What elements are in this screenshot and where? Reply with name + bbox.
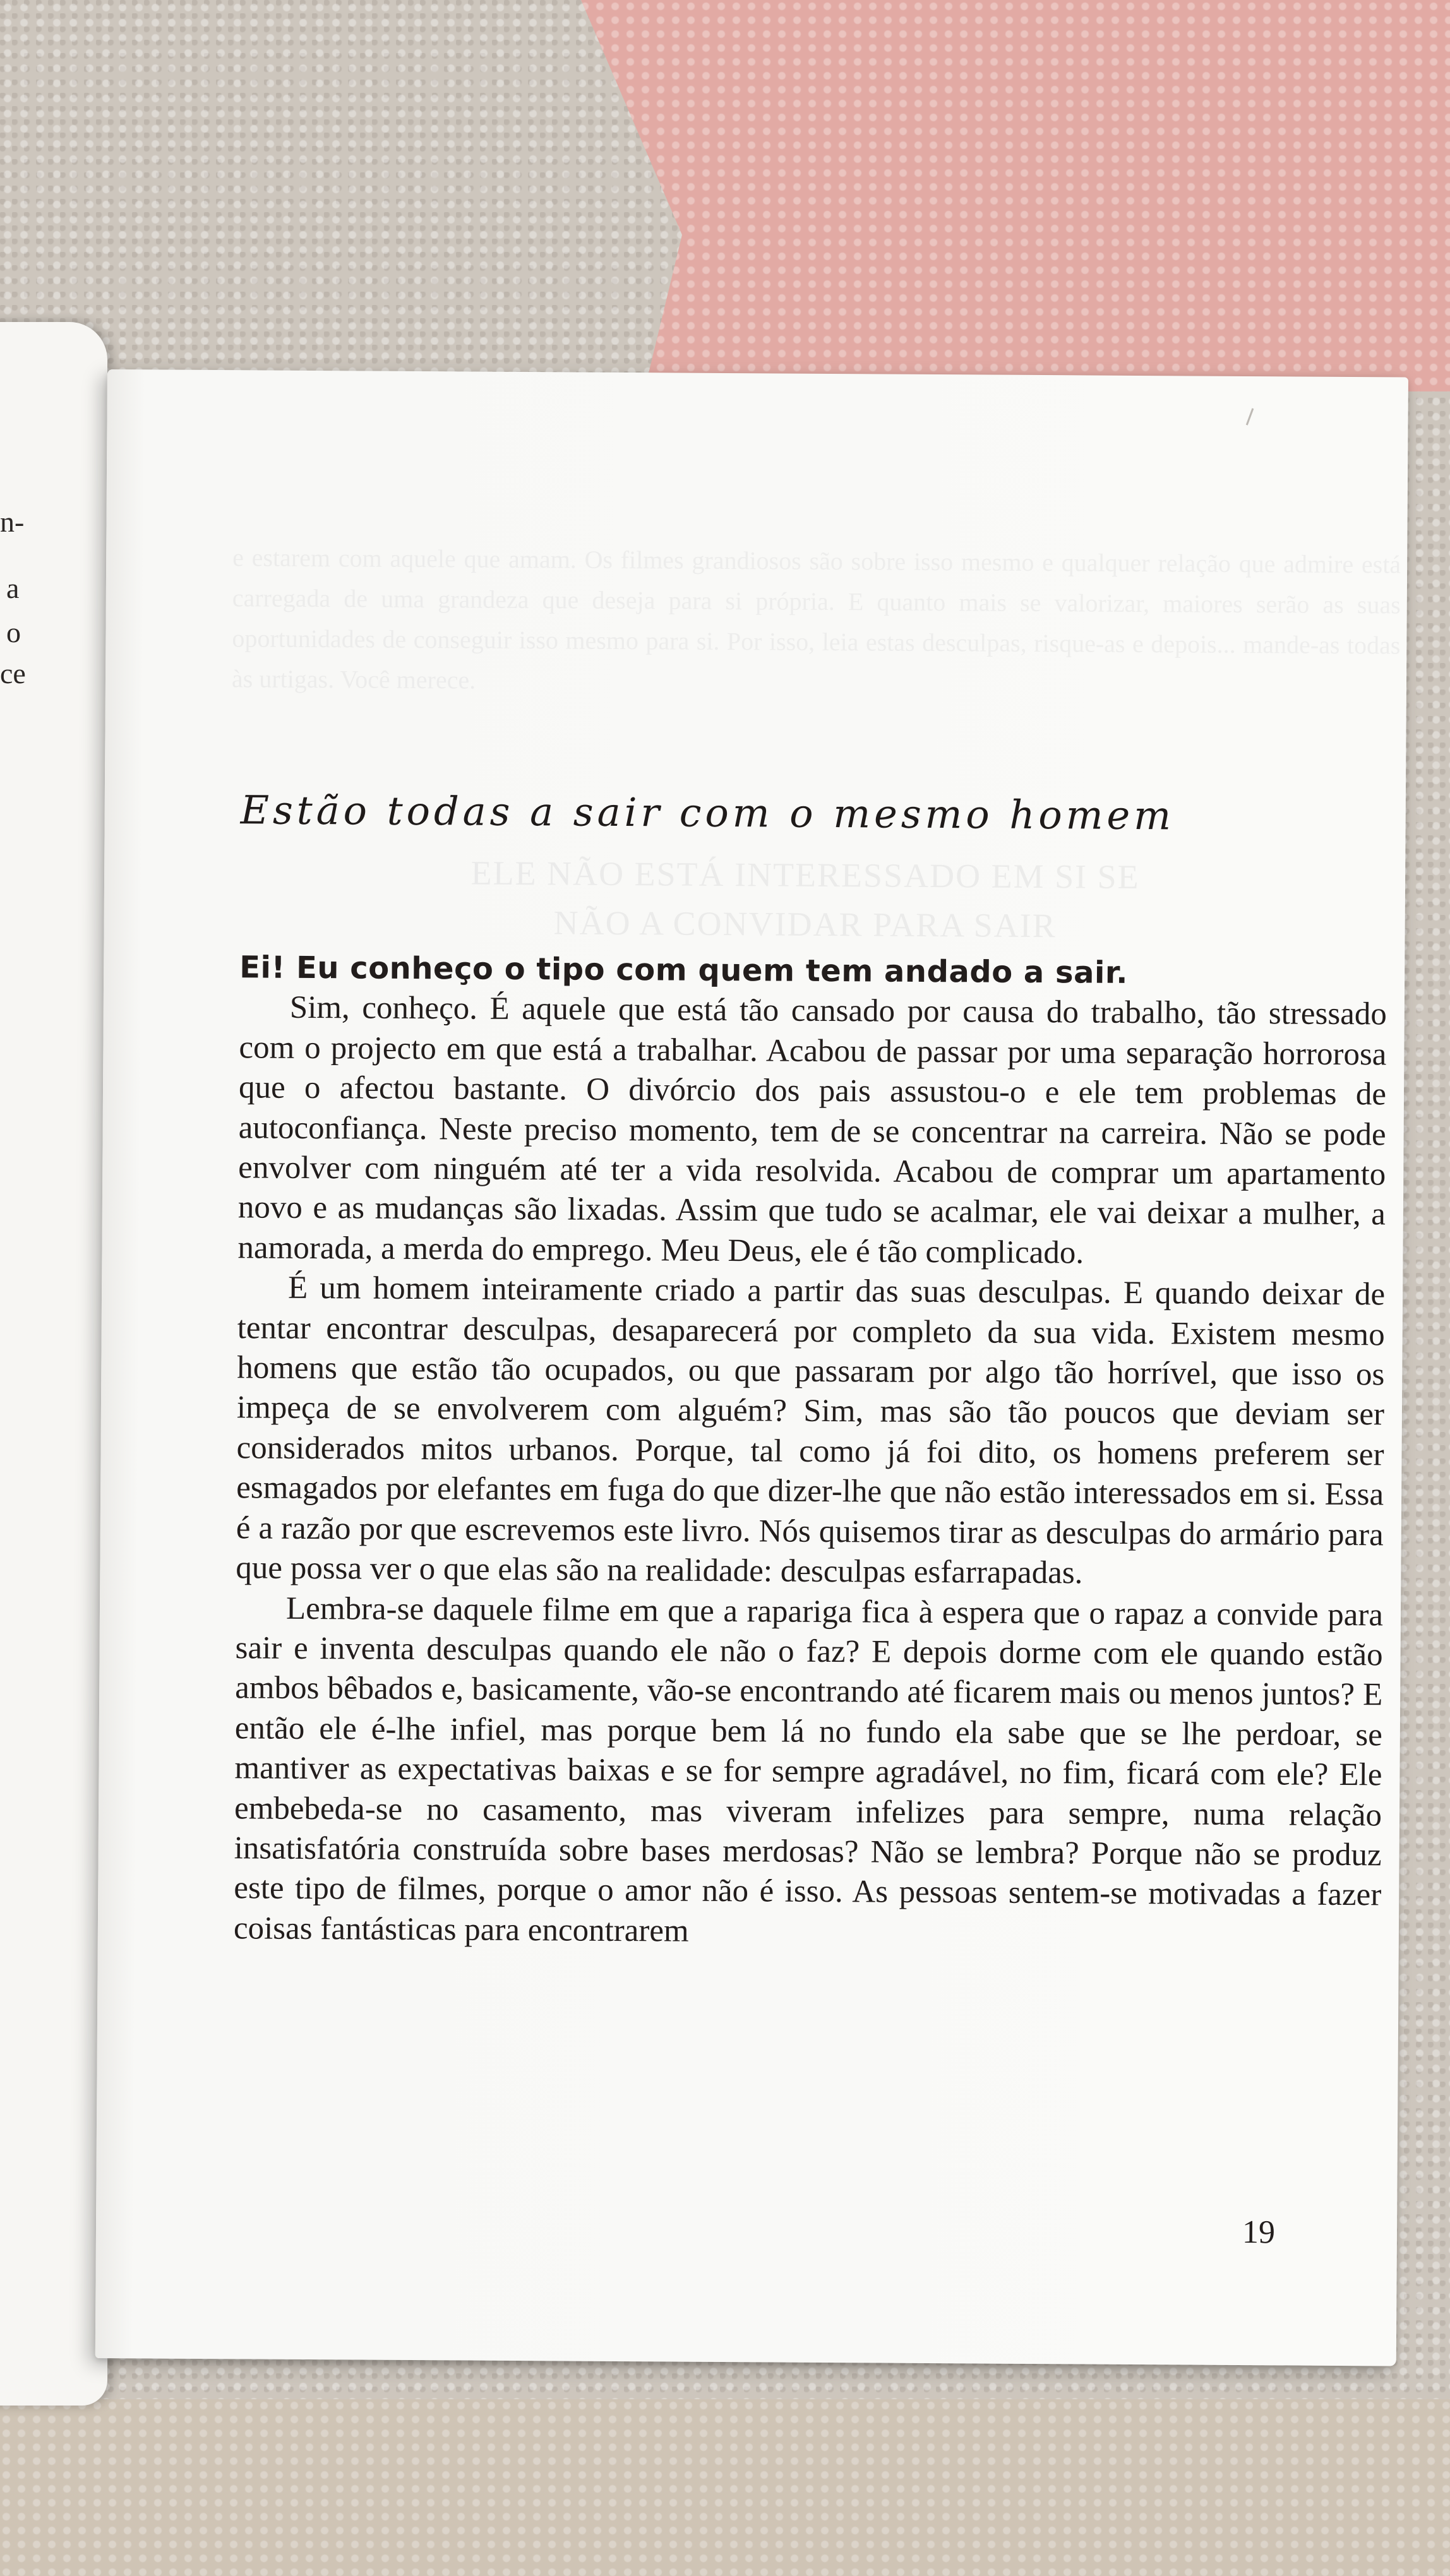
body-text — [234, 948, 1387, 1955]
section-heading: Estão todas a sair com o mesmo homem — [240, 787, 1175, 839]
lead-heading: Ei! Eu conheço o tipo com quem tem andado a sair. — [239, 950, 1129, 991]
left-page-fragment: n- — [0, 506, 25, 538]
bleed-through-text: e estarem com aquele que amam. Os filmes grandiosos são sobre isso mesmo e qualquer relação que admire está carregada de uma grandeza que deseja para si própria. E quanto mais se valorizar, maiores serão as suas oportunidades de conseguir isso mesmo para si. Por isso, leia estas desculpas, risque-as e depois... mande-as todas às urtigas. Você merece. — [231, 543, 1401, 695]
paragraph: É um homem inteiramente criado a partir das suas desculpas. E quando deixar de tentar encontrar desculpas, desaparecerá por completo da sua vida. Existem mesmo homens que estão tão ocupados, ou que passaram por algo tão horrível, que isso os impeça de se envolverem com alguém? Sim, mas são tão poucos que deviam ser considerados mitos urbanos. Porque, tal como já foi dito, os homens preferem ser esmagados por elefantes em fuga do que dizer-lhe que não estão interessados em si. Essa é a razão por que escrevemos este livro. Nós quisemos tirar as desculpas do armário para que possa ver o que elas são na realidade: desculpas esfarrapadas. — [236, 1270, 1386, 1591]
page-number: 19 — [1242, 2214, 1276, 2251]
left-page-fragment: o — [6, 616, 21, 648]
book-page — [95, 369, 1408, 2366]
left-page-fragment: a — [6, 572, 20, 604]
bleed-through-heading: ELE NÃO ESTÁ INTERESSADO EM SI SE NÃO A CONVIDAR PARA SAIR — [470, 854, 1140, 945]
left-page — [0, 322, 107, 2406]
left-page-fragment: ce — [0, 657, 26, 689]
page-mark — [1246, 408, 1254, 425]
towel-bottom — [0, 2399, 1450, 2576]
towel-pink-area — [518, 0, 1450, 391]
paragraph: Sim, conheço. É aquele que está tão cansado por causa do trabalho, tão stressado com o projecto em que está a trabalhar. Acabou de passar por uma separação horrorosa que o afectou bastante. O divórcio dos pais assustou-o e ele tem problemas de autoconfiança. Neste preciso momento, tem de se concentrar na carreira. Não se pode envolver com ninguém até ter a vida resolvida. Acabou de comprar um apartamento novo e as mudanças são lixadas. Assim que tudo se acalmar, ele vai deixar a mulher, a namorada, a merda do emprego. Meu Deus, ele é tão complicado. — [237, 990, 1387, 1271]
paragraph: Lembra-se daquele filme em que a rapariga fica à espera que o rapaz a convide para sair e inventa desculpas quando ele não o faz? E depois dorme com ele quando estão ambos bêbados e, basicamente, vão-se encontrando até ficarem mais ou menos juntos? E então ele é-lhe infiel, mas porque bem lá no fundo ela sabe que se lhe perdoar, se mantiver as expectativas baixas e se for sempre agradável, no fim, ficará com ele? Ele embebeda-se no casamento, mas viveram infelizes para sempre, numa relação insatisfatória construída sobre bases merdosas? Não se lembra? Porque não se produz este tipo de filmes, porque o amor não é isso. As pessoas sentem-se motivadas a fazer coisas fantásticas para encontrarem — [233, 1590, 1384, 1949]
